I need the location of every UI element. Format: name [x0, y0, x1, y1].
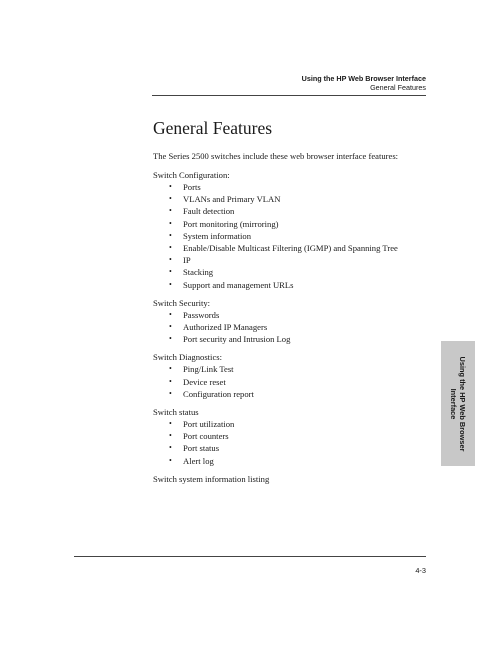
list-item: • Port security and Intrusion Log — [169, 334, 291, 345]
bullet-icon: • — [169, 194, 172, 204]
bullet-list — [153, 363, 443, 400]
list-item: • Enable/Disable Multicast Filtering (IGMP) and Spanning Tree — [169, 243, 398, 254]
bullet-icon: • — [169, 309, 172, 319]
bullet-icon: • — [169, 267, 172, 277]
bullet-icon: • — [169, 255, 172, 265]
list-item: • IP — [169, 255, 191, 266]
list-item: • Ports — [169, 182, 201, 192]
section-heading: Switch system information listing — [153, 473, 270, 484]
list-item: • Ping/Link Test — [169, 364, 234, 375]
list-item: • Port counters — [169, 431, 229, 442]
bullet-list — [153, 309, 443, 346]
section-switch-configuration — [153, 169, 443, 291]
list-item: • System information — [169, 230, 252, 241]
list-item: • Alert log — [169, 455, 214, 466]
list-item: • Port monitoring (mirroring) — [169, 218, 279, 229]
list-item: • Port status — [169, 443, 220, 454]
section-heading: Switch Configuration: — [153, 170, 230, 180]
section-switch-status — [153, 406, 443, 467]
bullet-list — [153, 418, 443, 467]
page-body — [153, 150, 443, 487]
bullet-icon: • — [169, 431, 172, 441]
bullet-icon: • — [169, 455, 172, 465]
header-rule — [152, 95, 426, 96]
section-heading: Switch Diagnostics: — [153, 352, 222, 363]
section-switch-diagnostics — [153, 351, 443, 400]
list-item: • VLANs and Primary VLAN — [169, 194, 281, 205]
list-item: • Passwords — [169, 309, 220, 320]
list-item: • Configuration report — [169, 388, 254, 399]
list-item: • Stacking — [169, 267, 214, 278]
bullet-icon: • — [169, 334, 172, 344]
running-header-title: Using the HP Web Browser Interface — [301, 74, 426, 83]
bullet-icon: • — [169, 182, 172, 191]
bullet-icon: • — [169, 206, 172, 216]
bullet-icon: • — [169, 388, 172, 398]
side-tab-label: Using the HP Web Browser Interface — [449, 355, 467, 452]
section-switch-security — [153, 297, 443, 346]
section-switch-system-info — [153, 473, 443, 485]
running-header-subtitle: General Features — [370, 83, 426, 92]
list-item: • Device reset — [169, 376, 226, 387]
bullet-list — [153, 181, 443, 291]
bullet-icon: • — [169, 230, 172, 240]
bullet-icon: • — [169, 376, 172, 386]
section-heading: Switch status — [153, 407, 199, 418]
bullet-icon: • — [169, 419, 172, 429]
list-item: • Support and management URLs — [169, 279, 294, 290]
section-heading: Switch Security: — [153, 297, 211, 308]
chapter-side-tab — [441, 341, 475, 466]
page-title: General Features — [153, 118, 273, 138]
bullet-icon: • — [169, 279, 172, 289]
footer-rule — [74, 556, 426, 557]
intro-paragraph: The Series 2500 switches include these web browser interface features: — [153, 151, 399, 161]
bullet-icon: • — [169, 218, 172, 228]
bullet-icon: • — [169, 364, 172, 374]
list-item: • Fault detection — [169, 206, 235, 217]
bullet-icon: • — [169, 322, 172, 332]
list-item: • Port utilization — [169, 419, 235, 430]
bullet-icon: • — [169, 443, 172, 453]
page-number: 4-3 — [415, 566, 426, 575]
list-item: • Authorized IP Managers — [169, 322, 268, 333]
bullet-icon: • — [169, 243, 172, 253]
